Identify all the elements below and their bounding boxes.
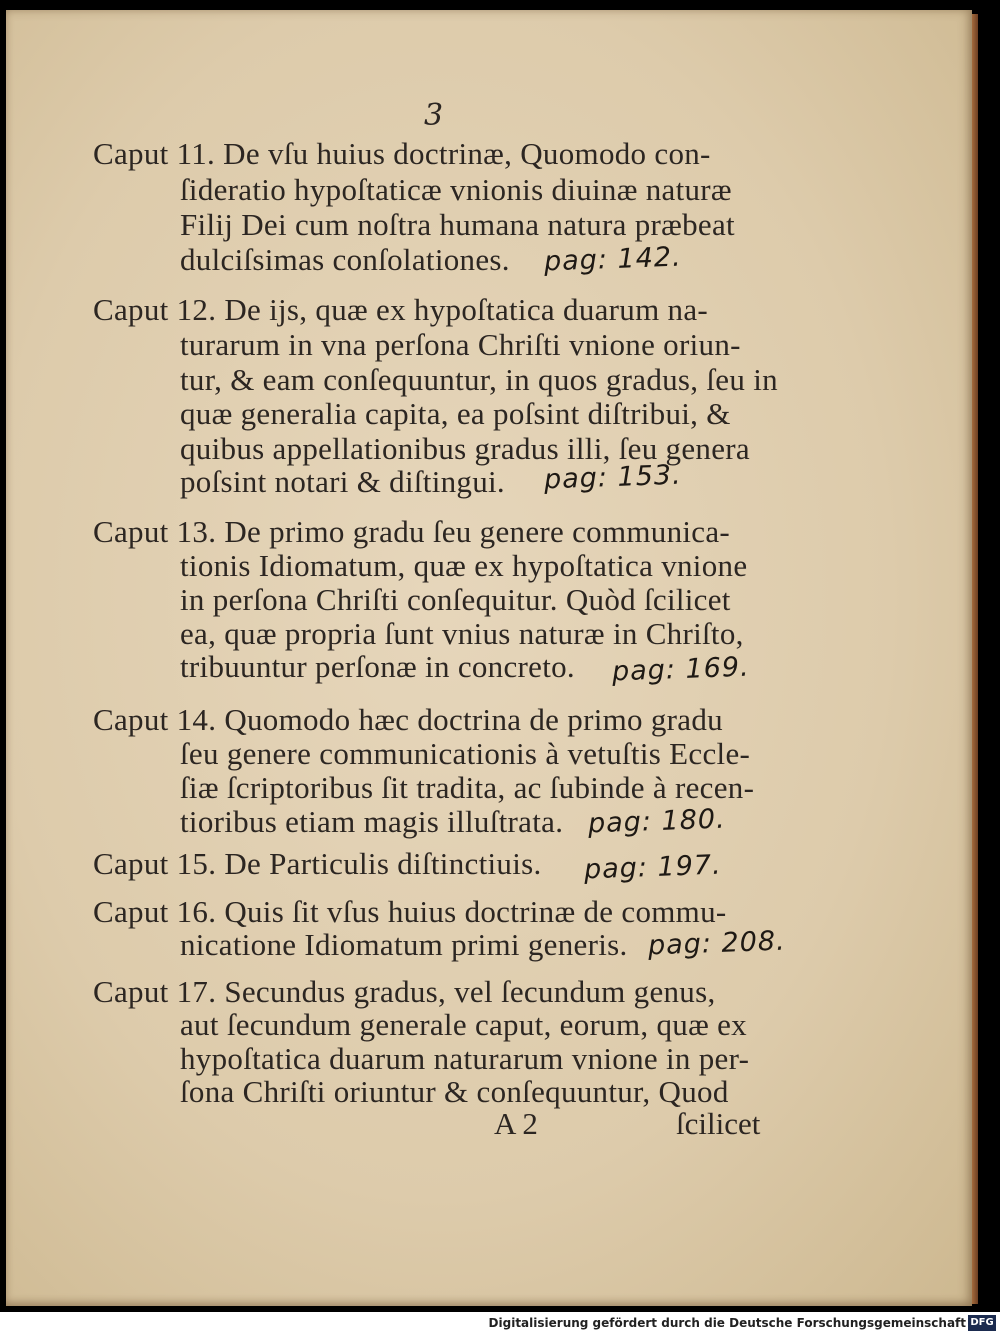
page-number: 3 <box>424 98 444 133</box>
entry-line: De vſu huius doctrinæ, Quomodo con- <box>223 136 711 171</box>
entry-line: tur, & eam conſequuntur, in quos gradus, ſeu in <box>180 362 778 397</box>
entry-line: De Particulis diſtinctiuis. <box>224 846 542 881</box>
entry-line: in perſona Chriſti conſequitur. Quòd ſcilicet <box>180 582 731 617</box>
entry-line: aut ſecundum generale caput, eorum, quæ ex <box>180 1007 747 1042</box>
entry-line: quæ generalia capita, ea poſsint diſtribui, & <box>180 396 731 431</box>
handwritten-page-ref: pag: 153. <box>543 459 683 496</box>
handwritten-page-ref: pag: 208. <box>647 925 787 962</box>
entry-line: ſona Chriſti oriuntur & conſequuntur, Quod <box>180 1074 729 1109</box>
entry-line: ea, quæ propria ſunt vnius naturæ in Chriſto, <box>180 616 744 651</box>
entry-head: Caput 13. <box>93 514 217 549</box>
entry-line: nicatione Idiomatum primi generis. <box>180 927 628 962</box>
entry-line: hypoſtatica duarum naturarum vnione in per- <box>180 1041 750 1076</box>
signature-mark: A 2 <box>494 1106 538 1141</box>
entry-line: Quomodo hæc doctrina de primo gradu <box>224 702 723 737</box>
footer-credit: Digitalisierung gefördert durch die Deutsche Forschungsgemeinschaft <box>488 1316 966 1330</box>
entry-head: Caput 15. <box>93 846 217 881</box>
entry-line: turarum in vna perſona Chriſti vnione oriun- <box>180 327 741 362</box>
handwritten-page-ref: pag: 169. <box>611 651 751 688</box>
entry-head: Caput 12. <box>93 292 217 327</box>
handwritten-page-ref: pag: 180. <box>587 803 727 840</box>
entry-line: De primo gradu ſeu genere communica- <box>224 514 731 549</box>
entry-line: ſeu genere communicationis à vetuſtis Eccle- <box>180 736 751 771</box>
entry-line: Filij Dei cum noſtra humana natura præbeat <box>180 207 735 242</box>
entry-head: Caput 17. <box>93 974 217 1009</box>
entry-line: tribuuntur perſonæ in concreto. <box>180 649 575 684</box>
entry-line: tioribus etiam magis illuſtrata. <box>180 804 564 839</box>
catchword: ſcilicet <box>676 1106 761 1141</box>
entry-line: Quis ſit vſus huius doctrinæ de commu- <box>224 894 727 929</box>
handwritten-page-ref: pag: 197. <box>583 849 723 886</box>
entry-head: Caput 16. <box>93 894 217 929</box>
entry-line: De ijs, quæ ex hypoſtatica duarum na- <box>224 292 709 327</box>
dfg-logo: DFG <box>968 1315 996 1331</box>
entry-line: Secundus gradus, vel ſecundum genus, <box>224 974 716 1009</box>
entry-line: tionis Idiomatum, quæ ex hypoſtatica vnione <box>180 548 748 583</box>
footer-bar <box>0 1312 1000 1336</box>
entry-line: ſiæ ſcriptoribus ſit tradita, ac ſubinde à recen- <box>180 770 755 805</box>
entry-line: ſideratio hypoſtaticæ vnionis diuinæ naturæ <box>180 172 732 207</box>
page-edge <box>972 14 978 1304</box>
entry-head: Caput 11. <box>93 136 216 171</box>
handwritten-page-ref: pag: 142. <box>543 241 683 278</box>
entry-head: Caput 14. <box>93 702 217 737</box>
entry-line: quibus appellationibus gradus illi, ſeu genera <box>180 431 750 466</box>
entry-line: poſsint notari & diſtingui. <box>180 464 505 499</box>
entry-line: dulciſsimas conſolationes. <box>180 242 510 277</box>
